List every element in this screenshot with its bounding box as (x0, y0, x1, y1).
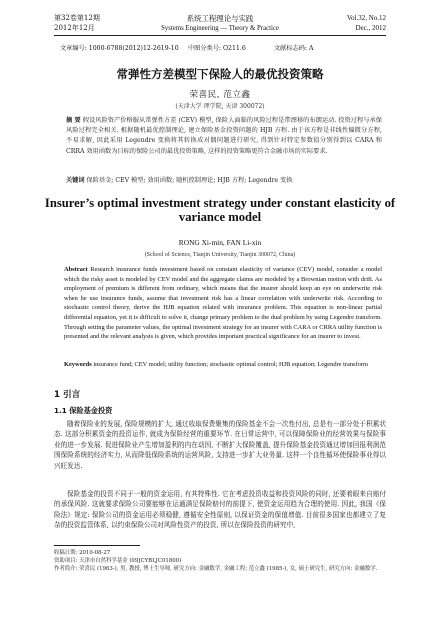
affiliation-en: (School of Science, Tianjin University, Tianjin 300072, China) (144, 252, 296, 258)
header-volume-cn: 第32卷第12期 (54, 14, 100, 22)
header-date-cn: 2012年12月 (54, 24, 95, 32)
footnote-author-info: 作者简介: 荣喜民 (1963-), 男, 教授, 博士生导师, 研究方向: 金融数学, 金融工程; 范立鑫 (1985-), 女, 硕士研究生, 研究方向: 金融数学. (54, 566, 378, 572)
header-journal-en: Systems Engineering — Theory & Practice (161, 25, 279, 32)
abstract-cn-text: 假设风险资产价格服从常弹性方差 (CEV) 模型, 保险人面临的风险过程是带漂移的布朗运动. 投资过程与承保风险过程完全相关. 根据随机最优控制理论, 建立保险基金投资问题的 HJB 方程. 由于该方程是非线性偏微分方程, 不易求解, 因此采用 Legendre 变换将其转换成对偶问题进行研究, 得到针对特定参数值分别得到以 CARA 和 CRRA 效用函数为目标的保险公司的最优投资策略, 这样的投资策略更符合金融市场的实际要求. (66, 117, 382, 155)
body-paragraph: 随着保险业的发展, 保险规模的扩大, 通过收取保费聚集的保险基金不会一次性付出, 总是有一部分处于积累状态. 这部分积累资金的投资运作, 就成为保险经营的重要环节. 在日常运营中, 可以保障保险业的经营效果与保险事业的进一步发展. 促进保险业产生增加盈利的内在动因, 不断扩大保险覆盖, 提升保险基金投资通过增加回报利润范围保险系统的经济实力, 从而降低保险系统的运营风险, 支持进一步扩大业务量. 这样一个良性循环使保险事业得以兴旺发达. (54, 420, 386, 470)
section-heading-introduction: 1 引言 (54, 390, 81, 400)
paper-title-en: Insurer’s optimal investment strategy under constant elasticity of variance model (44, 196, 396, 224)
document-code: 文献标志码: A (274, 45, 314, 52)
keywords-cn-label: 关键词 (66, 177, 85, 184)
abstract-cn-label: 摘 要 (66, 117, 81, 124)
authors-cn: 荣喜民, 范立鑫 (189, 90, 251, 100)
article-number: 文章编号: 1000-6788(2012)12-2619-10 (60, 45, 179, 52)
clc-number: 中图分类号: O211.6 (188, 45, 246, 52)
keywords-en-label: Keywords (64, 361, 92, 368)
keywords-en (64, 360, 382, 370)
footnote-rule (54, 545, 140, 546)
abstract-en (64, 265, 382, 342)
header-rule (54, 35, 386, 36)
abstract-cn (66, 116, 382, 157)
keywords-cn (66, 176, 386, 186)
keywords-cn-text: 保险基金; CEV 模型; 效用函数; 随机控制理论; HJB 方程; Legendre 变换 (86, 177, 293, 184)
body-paragraph: 保险基金的投资不同于一般的资金运用, 有其特殊性. 它在考虑投资收益和投资风险的同时, 还要着眼来自赔付的承保风险. 这就要求保险公司要能够在运通满足保险赔付的前提下, 使资金运用趋为合理的使用. 因此, 我国《保险法》规定: 保险公司的资金运用必须稳健, 遵循安全性原则, 以保证资金的保值增值. 目前很多国家也都建立了复杂的投资监管体系, 以约束保险公司对风险性资产的投资, 所以在保险投资的研究中, (54, 490, 386, 530)
subsection-heading-insurance-fund: 1.1 保险基金投资 (54, 406, 113, 415)
affiliation-cn: (天津大学 理学院, 天津 300072) (175, 103, 265, 110)
keywords-en-text: insurance fund; CEV model; utility function; stochastic optimal control; HJB equation; Legendre transform (93, 361, 368, 368)
footnote-funding: 资助项目: 天津市自然科学基金 (09JCYBLJC01800) (54, 558, 182, 564)
footnote-received: 收稿日期: 2010-08-27 (54, 550, 111, 556)
authors-en: RONG Xi-min, FAN Li-xin (178, 238, 262, 247)
abstract-en-label: Abstract (64, 266, 88, 273)
abstract-en-text: Research insurance funds investment based on constant elasticity of variance (CEV) model, consider a model which the risky asset is modeled by CEV model and the aggregate claims are modeled by a Brownian motion with drift. As employment of premium is different from ordinary, which means that the insurer should keep an eye on underwrite risk when he use insurance funds, assume that investment risk has a linear correlation with underwrite risk. According to stochastic control theory, derive the HJB equation related with insurance problem. This equation is non-linear partial differential equation, yet it is difficult to solve it, change primary problem to the dual problem by using Legendre transform. Through setting the parameter values, the optimal investment strategy for an insurer with CARA or CRRA utility function is presented and the relevant analysis is given, which provides important practical significance for an insurer to invest. (64, 266, 382, 341)
header-volume-en: Vol.32, No.12 (346, 14, 386, 22)
header-journal-cn: 系统工程理论与实践 (186, 14, 254, 23)
paper-title-cn: 常弹性方差模型下保险人的最优投资策略 (116, 67, 324, 81)
footnote (54, 549, 386, 573)
header-date-en: Dec., 2012 (355, 24, 386, 32)
